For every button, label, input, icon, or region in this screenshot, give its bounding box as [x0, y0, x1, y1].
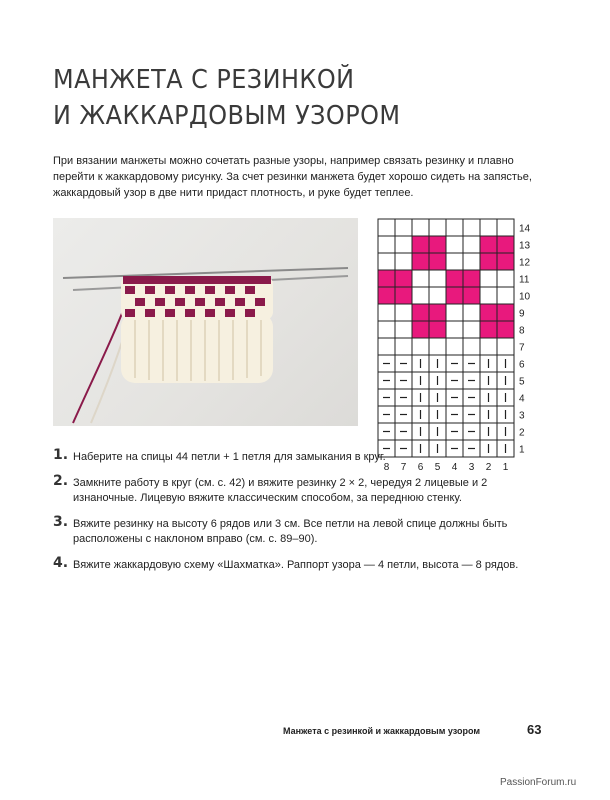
chart-cell: [446, 304, 463, 321]
chart-cell: [480, 270, 497, 287]
intro-paragraph: При вязании манжеты можно сочетать разные узоры, например связать резинку и плавно перейти к жаккардовому рисунку. За счет резинки манжета будет хорошо сидеть на запястье, жаккардовый узор в две нити придаст плотность, и руке будет теплее.: [53, 155, 532, 199]
chart-cell: [446, 253, 463, 270]
chart-cell: [429, 219, 446, 236]
knitting-photo: [53, 218, 358, 426]
row-label: 7: [519, 342, 525, 354]
row-label: 2: [519, 427, 525, 439]
row-label: 5: [519, 376, 525, 388]
chart-cell: [395, 236, 412, 253]
chart-cell: [463, 270, 480, 287]
chart-cell: [446, 270, 463, 287]
watermark: PassionForum.ru: [500, 777, 577, 788]
chart-cell: [463, 304, 480, 321]
chart-cell: [463, 236, 480, 253]
chart-cell: [463, 219, 480, 236]
column-label: 8: [383, 462, 390, 473]
page-title: [53, 62, 400, 134]
chart-cell: [395, 338, 412, 355]
chart-cell: [446, 236, 463, 253]
column-label: 3: [468, 462, 475, 473]
step-item: [53, 473, 523, 506]
step-item: [53, 447, 523, 465]
chart-cell: [497, 321, 514, 338]
chart-cell: [480, 253, 497, 270]
chart-cell: [497, 236, 514, 253]
chart-cell: [378, 270, 395, 287]
chart-cell: [378, 287, 395, 304]
step-text: Вяжите резинку на высоту 6 рядов или 3 см. Все петли на левой спице должны быть расположены с наклоном вправо (см. с. 89–90).: [73, 518, 508, 545]
chart-cell: [378, 219, 395, 236]
chart-cell: [395, 304, 412, 321]
chart-cell: [480, 321, 497, 338]
column-label: 6: [417, 462, 424, 473]
row-label: 8: [519, 325, 525, 337]
chart-cell: [463, 253, 480, 270]
chart-cell: [395, 270, 412, 287]
chart-svg: [378, 219, 548, 474]
chart-cell: [412, 270, 429, 287]
chart-cell: [378, 236, 395, 253]
title-line-2: И ЖАККАРДОВЫМ УЗОРОМ: [53, 101, 401, 131]
column-label: 1: [502, 462, 509, 473]
row-label: 12: [519, 257, 531, 269]
chart-cell: [480, 338, 497, 355]
chart-cell: [446, 287, 463, 304]
chart-cell: [480, 219, 497, 236]
row-label: 14: [519, 223, 531, 235]
row-label: 6: [519, 359, 525, 371]
chart-cell: [497, 338, 514, 355]
chart-cell: [378, 304, 395, 321]
chart-cell: [429, 338, 446, 355]
chart-cell: [480, 304, 497, 321]
chart-cell: [497, 304, 514, 321]
chart-cell: [412, 304, 429, 321]
step-item: [53, 555, 523, 573]
chart-cell: [446, 338, 463, 355]
row-label: 10: [519, 291, 531, 303]
row-label: 3: [519, 410, 525, 422]
chart-cell: [446, 321, 463, 338]
chart-cell: [412, 338, 429, 355]
chart-cell: [497, 253, 514, 270]
chart-cell: [412, 236, 429, 253]
chart-cell: [412, 287, 429, 304]
footer-section-title: Манжета с резинкой и жаккардовым узором: [283, 726, 481, 736]
chart-cell: [412, 321, 429, 338]
row-label: 13: [519, 240, 531, 252]
step-text: Вяжите жаккардовую схему «Шахматка». Раппорт узора — 4 петли, высота — 8 рядов.: [73, 559, 519, 571]
chart-cell: [463, 321, 480, 338]
step-text: Замкните работу в круг (см. с. 42) и вяжите резинку 2 × 2, чередуя 2 лицевые и 2 изнаночные. Лицевую вяжите классическим способом, за переднюю стенку.: [73, 477, 488, 504]
chart-cell: [463, 287, 480, 304]
chart-cell: [378, 253, 395, 270]
yarn-strand-dark: [73, 298, 128, 423]
chart-cell: [395, 321, 412, 338]
column-label: 7: [400, 462, 407, 473]
step-item: [53, 514, 523, 547]
chart-cell: [429, 270, 446, 287]
chart-cell: [412, 253, 429, 270]
chart-cell: [497, 270, 514, 287]
chart-cell: [395, 219, 412, 236]
chart-cell: [446, 219, 463, 236]
chart-cell: [497, 219, 514, 236]
title-line-1: МАНЖЕТА С РЕЗИНКОЙ: [53, 65, 355, 95]
chart-cell: [378, 338, 395, 355]
row-label: 4: [519, 393, 525, 405]
chart-cell: [497, 287, 514, 304]
chart-cell: [480, 287, 497, 304]
chart-cell: [429, 253, 446, 270]
chart-cell: [429, 321, 446, 338]
chart-cell: [378, 321, 395, 338]
chart-cell: [395, 253, 412, 270]
chart-cell: [395, 287, 412, 304]
cuff-ribbing: [121, 313, 273, 383]
chart-cell: [463, 338, 480, 355]
row-label: 11: [519, 274, 530, 286]
page-number: 63: [527, 722, 542, 737]
column-label: 5: [434, 462, 441, 473]
column-label: 4: [451, 462, 458, 473]
instruction-steps: [53, 447, 523, 584]
chart-cell: [429, 236, 446, 253]
chart-cell: [480, 236, 497, 253]
row-label: 9: [519, 308, 525, 320]
step-number: 2.: [53, 473, 69, 489]
knitting-cuff-illustration: [53, 218, 358, 426]
chart-cell: [429, 304, 446, 321]
chart-cell: [412, 219, 429, 236]
chart-cell: [429, 287, 446, 304]
step-text: Наберите на спицы 44 петли + 1 петля для замыкания в круг.: [73, 451, 386, 463]
step-number: 4.: [53, 555, 69, 571]
step-number: 3.: [53, 514, 69, 530]
column-label: 2: [485, 462, 492, 473]
jacquard-chart: [378, 219, 548, 474]
step-number: 1.: [53, 447, 69, 463]
row-label: 1: [519, 444, 525, 456]
